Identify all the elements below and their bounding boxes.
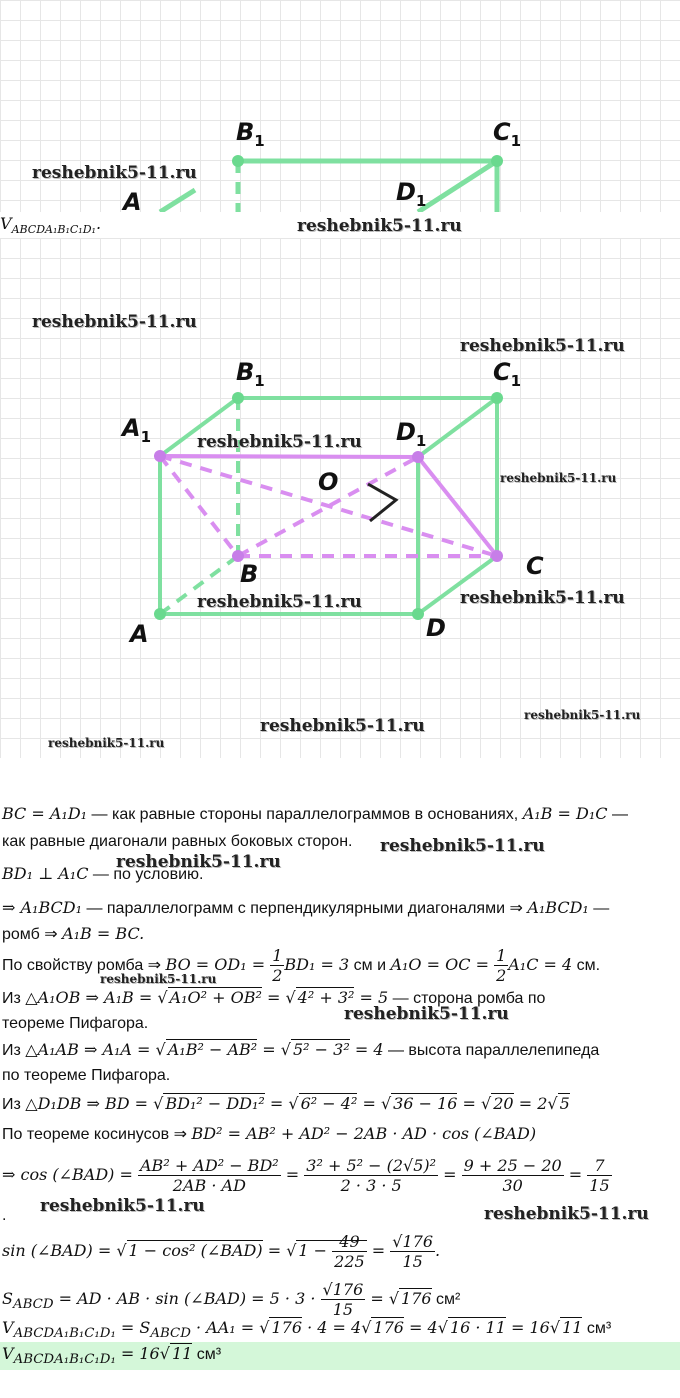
text: ромб ⇒	[2, 926, 63, 943]
text: см.	[572, 956, 601, 974]
math: S	[2, 1288, 13, 1308]
label-b1: $B_1$	[236, 358, 265, 390]
point-a	[154, 608, 166, 620]
math: A₁C = 4	[508, 954, 573, 974]
math-sqrt: 11	[171, 1344, 193, 1363]
answer-line: $V_{ABCDA_1B_1C_1D_1} = 16√$ 11 см³	[2, 1344, 222, 1368]
math-a1b-eq-d1c: A₁B = D₁C	[522, 804, 608, 823]
math: BD² = AB² + AD² − 2AB · AD · cos (∠BAD)	[191, 1124, 537, 1143]
right-angle-mark	[368, 484, 396, 521]
text: — высота параллелепипеда	[383, 1042, 600, 1059]
fraction: $\frac{7}{15}$	[589, 1156, 610, 1196]
math: = S	[115, 1318, 151, 1337]
solution-line-15: $S_{ABCD}$ = AD · AB · sin (∠BAD) = 5 · 3 · $\frac{√176}{15}$ = √ 176 см²	[2, 1280, 461, 1320]
math: = 4	[403, 1318, 438, 1337]
math: ⇒ A₁BCD₁	[2, 898, 82, 917]
solution-line-10: по теореме Пифагора.	[2, 1067, 171, 1084]
fraction-half: $\frac{1}{2}$	[496, 946, 507, 986]
math: △D₁DB ⇒ BD =	[25, 1094, 154, 1113]
watermark: reshebnik5-11.ru	[460, 336, 625, 356]
watermark: reshebnik5-11.ru	[32, 312, 197, 332]
solution-line-9: Из △A₁AB ⇒ A₁A = √ A₁B² − AB² = √ 5² − 3² = 4 — высота параллелепипеда	[2, 1040, 600, 1059]
watermark: reshebnik5-11.ru	[197, 592, 362, 612]
edge-c1-d1	[418, 161, 497, 212]
label-a: A	[130, 620, 149, 648]
fraction-half: $\frac{1}{2}$	[272, 946, 283, 986]
watermark: reshebnik5-11.ru	[500, 471, 617, 485]
point-a1	[154, 450, 166, 462]
fraction: $\frac{\text{AB² + AD² − BD²}}{2AB \cdot AD}$	[140, 1156, 279, 1196]
solution-line-2: как равные диагонали равных боковых сторон.	[2, 833, 353, 850]
text: — как равные стороны параллелограммов в основаниях,	[87, 806, 523, 823]
text: см³	[582, 1320, 612, 1337]
math: =	[257, 1040, 281, 1059]
text: По теореме косинусов ⇒	[2, 1126, 192, 1143]
solution-line-13	[2, 1156, 612, 1195]
solution-line-4	[2, 898, 609, 918]
math: A₁O = OC =	[390, 954, 495, 974]
solution-line-11: Из △D₁DB ⇒ BD = √ BD₁² − DD₁² = √ 6² − 4² = √ 36 − 16 = √ 20 = 2√ 5	[2, 1094, 570, 1113]
math: BD₁ = 3	[284, 954, 350, 974]
fraction: $\frac{√176}{15}$	[322, 1280, 364, 1320]
math: · AA₁ =	[190, 1318, 260, 1337]
text: см и	[349, 956, 391, 974]
watermark: reshebnik5-11.ru	[100, 972, 217, 986]
math-sqrt: 176	[373, 1318, 404, 1337]
text: см³	[192, 1346, 222, 1363]
fraction: $\frac{\text{3² + 5² − (2√5)²}}{2 \cdot 3 \cdot 5}$	[306, 1156, 437, 1196]
math-sqrt: 4² + 3²	[297, 988, 355, 1007]
math: A₁BCD₁	[527, 898, 589, 917]
math-sub: ABCDA₁B₁C₁D₁	[13, 1352, 116, 1368]
math: · 4 = 4	[302, 1318, 362, 1337]
math-sqrt: 5² − 3²	[292, 1040, 350, 1059]
watermark: reshebnik5-11.ru	[32, 163, 197, 183]
math: =	[457, 1094, 482, 1113]
text: Из	[2, 990, 26, 1007]
math: △A₁OB ⇒ A₁B =	[25, 988, 158, 1007]
math-sqrt: 20	[493, 1094, 514, 1113]
watermark: reshebnik5-11.ru	[344, 1004, 509, 1024]
math: sin (∠BAD) =	[2, 1241, 117, 1261]
math-sub: ABCD	[12, 1297, 54, 1313]
point-b1	[232, 155, 244, 167]
math: =	[365, 1288, 389, 1308]
solution-line-14: sin (∠BAD) = √ 1 − cos² (∠BAD) = √ 1 − $\frac{49}{225}$ = $\frac{√176}{15}$ .	[2, 1232, 441, 1272]
solution-line-8: теореме Пифагора.	[2, 1015, 149, 1032]
edge-d1-c	[418, 457, 497, 556]
watermark: reshebnik5-11.ru	[116, 852, 281, 872]
math-sqrt: 1 − $\frac{49}{225}$	[298, 1232, 365, 1272]
top-figure-fragment	[0, 0, 680, 212]
label-d1: $D_1$	[396, 418, 427, 450]
solution-line-5	[2, 924, 144, 944]
math-sqrt: 1 − cos² (∠BAD)	[128, 1241, 263, 1261]
label-a1: $A_1$	[122, 414, 152, 446]
edge-a1-b1	[160, 190, 195, 212]
watermark: reshebnik5-11.ru	[40, 1196, 205, 1216]
solution-line-13-dot: .	[2, 1207, 7, 1224]
math-sqrt: A₁B² − AB²	[167, 1040, 258, 1059]
solution-line-6	[2, 946, 600, 985]
label-d1: $D_1$	[396, 178, 427, 210]
label-o: O	[318, 468, 339, 496]
text: — по условию.	[88, 866, 204, 883]
math: .	[435, 1241, 441, 1261]
math: = 4	[349, 1040, 384, 1059]
point-b1	[232, 392, 244, 404]
point-c1	[491, 155, 503, 167]
text: Из	[2, 1042, 26, 1059]
math-sqrt: 36 − 16	[393, 1094, 458, 1113]
math: BO = OD₁ =	[165, 954, 271, 974]
label-a1-partial: A	[123, 188, 142, 212]
label-b: B	[240, 560, 259, 588]
label-b1: $B_1$	[236, 118, 265, 150]
diag-a1-b-dashed	[160, 456, 238, 556]
solution-line-12	[2, 1124, 536, 1144]
watermark: reshebnik5-11.ru	[260, 716, 425, 736]
watermark: reshebnik5-11.ru	[484, 1204, 649, 1224]
point-d1	[412, 451, 424, 463]
edge-a1-d1	[160, 456, 418, 457]
math: V	[2, 1318, 14, 1337]
fraction: $\frac{√176}{15}$	[392, 1232, 434, 1272]
math-perp: BD₁ ⊥ A₁C	[2, 864, 89, 883]
top-volume-label: $V_{ABCDA_1B_1C_1D_1}$.	[0, 214, 102, 237]
math-sub: ABCDA₁B₁C₁D₁	[13, 1326, 116, 1342]
math: =	[262, 1241, 287, 1261]
math-sqrt: 11	[562, 1318, 583, 1337]
math-sqrt: BD₁² − DD₁²	[165, 1094, 265, 1113]
text: — параллелограмм с перпендикулярными диагоналями ⇒	[82, 900, 528, 917]
watermark: reshebnik5-11.ru	[197, 432, 362, 452]
text: По свойству ромба ⇒	[2, 956, 166, 974]
point-c	[491, 550, 503, 562]
watermark: reshebnik5-11.ru	[380, 836, 545, 856]
text: Из	[2, 1096, 26, 1113]
math: A₁B = BC.	[62, 924, 145, 943]
solution-line-1	[2, 804, 628, 824]
math-sub: ABCD	[150, 1326, 191, 1342]
point-d	[412, 608, 424, 620]
text: —	[607, 806, 628, 823]
solution-line-7: Из △A₁OB ⇒ A₁B = √ A₁O² + OB² = √ 4² + 3² = 5 — сторона ромба по	[2, 988, 546, 1007]
label-d: D	[426, 614, 446, 642]
math: V	[2, 1344, 14, 1363]
solution-line-16: $V_{ABCDA_1B_1C_1D_1} = S_{ABCD} \cdot AA_1$ = √ 176 · 4 = 4√ 176 = 4√ 16 · 11 = 16√ 11 см³	[2, 1318, 612, 1342]
math: = AD · AB · sin (∠BAD) = 5 · 3 ·	[53, 1288, 321, 1308]
text: — сторона ромба по	[388, 990, 546, 1007]
text: см²	[431, 1290, 461, 1308]
main-figure	[0, 238, 680, 758]
label-c: C	[526, 552, 544, 580]
math: =	[366, 1241, 391, 1261]
text: —	[588, 900, 610, 917]
label-c1: $C_1$	[493, 118, 522, 150]
fraction: $\frac{9 + 25 - 20}{30}$	[463, 1156, 562, 1196]
math: = 5	[354, 988, 389, 1007]
watermark: reshebnik5-11.ru	[524, 708, 641, 722]
math-sqrt: 176	[271, 1318, 303, 1337]
math: =	[261, 988, 286, 1007]
point-c1	[491, 392, 503, 404]
label-c1: $C_1$	[493, 358, 522, 390]
math-sqrt: A₁O² + OB²	[169, 988, 262, 1007]
math: =	[438, 1164, 462, 1184]
math: =	[357, 1094, 381, 1113]
math-sqrt: 5	[559, 1094, 570, 1113]
math-bc-eq-a1d1: BC = A₁D₁	[2, 804, 88, 823]
math: =	[264, 1094, 289, 1113]
watermark: reshebnik5-11.ru	[460, 588, 625, 608]
math-sqrt: 16 · 11	[449, 1318, 506, 1337]
math: = 16	[115, 1344, 160, 1363]
math: △A₁AB ⇒ A₁A =	[25, 1040, 156, 1059]
math: =	[280, 1164, 305, 1184]
math: = 2	[513, 1094, 548, 1113]
watermark: reshebnik5-11.ru	[48, 736, 165, 750]
math: =	[563, 1164, 588, 1184]
math-sqrt: 176	[401, 1288, 432, 1308]
watermark: reshebnik5-11.ru	[297, 216, 462, 236]
math: = 16	[505, 1318, 550, 1337]
math-sqrt: 6² − 4²	[300, 1094, 358, 1113]
edge-c1-d1	[418, 398, 497, 457]
math: ⇒ cos (∠BAD) =	[2, 1164, 138, 1184]
